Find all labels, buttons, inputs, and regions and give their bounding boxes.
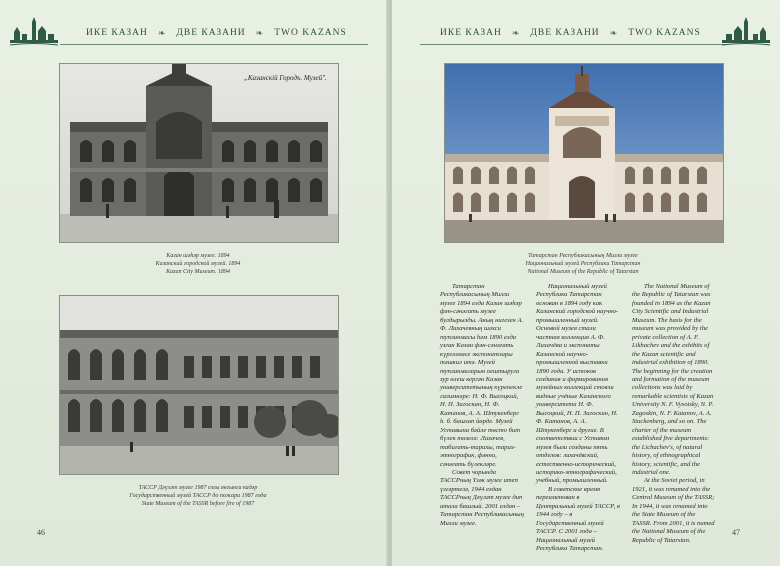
header-tatar: ИКЕ КАЗАН <box>86 28 148 38</box>
caption-line-russian: Казанский городской музей. 1894 <box>155 261 241 267</box>
left-page <box>0 0 388 566</box>
caption-line-russian: Государственный музей ТАССР до пожара 1987 года <box>129 493 267 499</box>
kazan-kremlin-emblem-icon <box>8 14 60 48</box>
paragraph: Национальный музей Республики Татарстан основан в 1894 году как Казанский городской научно-промышленный музей. Основой музея стали частная коллекция А. Ф. Лихачёва и экспонаты Казанской научно-промышленной выставки 1890 года. У истоков создания и формирования музейных коллекций стояли видные учёные Казанского университета Н. Ф. Высоцкий, Н. П. Загоскин, Н. Ф. Катанов, А. А. Штукенберг и другие. В соответствии с Уставом музея были созданы пять отделов: лихачёвский, естественно-исторический, историко-этнографический, учебный, промышленный. <box>536 283 619 485</box>
photo-sign-text: „Казанскій Городъ. Музей". <box>244 74 327 82</box>
caption-line-english: State Museum of the TASSR before fire of 1987 <box>141 501 255 507</box>
text-column-english <box>632 283 716 545</box>
kazan-kremlin-emblem-icon <box>720 14 772 48</box>
caption-line-russian: Национальный музей Республики Татарстан <box>525 261 641 267</box>
running-header-left <box>86 22 347 44</box>
header-russian: ДВЕ КАЗАНИ <box>176 28 246 38</box>
caption-line-tatar: Татарстан Республикасының Милли музее <box>528 253 638 259</box>
header-russian: ДВЕ КАЗАНИ <box>530 28 600 38</box>
caption-line-english: Kazan City Museum. 1894 <box>166 269 230 275</box>
header-rule <box>420 44 726 45</box>
caption-top-right <box>444 252 722 276</box>
caption-bottom-left <box>59 484 337 508</box>
ornament-icon: ❧ <box>255 27 265 38</box>
caption-line-english: National Museum of the Republic of Tatarstan <box>527 269 639 275</box>
photo-kazan-city-museum-1894 <box>59 63 339 243</box>
photo-national-museum-tatarstan <box>444 63 724 243</box>
ornament-icon: ❧ <box>511 27 521 38</box>
paragraph: В советское время переименован в Центральный музей ТАССР, в 1944 году – в Государственный музей ТАССР. С 2001 года – Национальный музей Республики Татарстан. <box>536 485 620 553</box>
paragraph: The National Museum of the Republic of Tatarstan was founded in 1894 as the Kazan City Scientific and Industrial Museum. The basis for the museum was provided by the private collection of A. F. Likhachev and the exhibits of the Kazan scientific and industrial exhibition of 1890. The beginning for the creation and formation of the museum collections was laid by remarkable scientists of Kazan University N. F. Vysotsky, N. P. Zagoskin, N. F. Katanov, A. A. Stuckenberg, and so on. The charter of the museum established five departments: the Lichachev's, of natural history, of ethnographical history, scientific, and the industrial one. <box>632 283 714 476</box>
right-page <box>392 0 780 566</box>
ornament-icon: ❧ <box>609 27 619 38</box>
photo-state-museum-before-fire <box>59 295 339 475</box>
ornament-icon: ❧ <box>157 27 167 38</box>
page-number-right: 47 <box>732 528 740 537</box>
header-tatar: ИКЕ КАЗАН <box>440 28 502 38</box>
paragraph: Совет чорында ТАССРның Үзәк музее итеп үзгәртелә, 1944 елдан ТАССРның Дәүләт музее дип атала башлый. 2001 елдан – Татарстан Республикасының Милли музее. <box>440 468 524 527</box>
header-rule <box>60 44 368 45</box>
running-header-right <box>440 22 701 44</box>
header-english: TWO KAZANS <box>628 28 701 38</box>
caption-line-tatar: ТАССР Дәүләт музее 1987 елгы янгынга кадәр <box>138 485 258 491</box>
paragraph: Татарстан Республикасының Милли музее 1894 елда Казан шәһәр фән-сәнәгать музее булдырылды. Аның нигезен А. Ф. Лихачевның шәхси тупланмасы һәм 1890 елда узган Казан фән-сәнәгать күргәзмәсе экспонатлары тәшкил итә. Музей тупланмаларын оештыруга зур өлеш кергән Казан университетының күренекле галимнәре: Н. Ф. Высоцкий, Н. П. Загоскин, Н. Ф. Катанов, А. А. Штукенберг һ. б. башлап йөрде. Музей Уставына бәйле төсто бит бүлек төзелә: Лихачев, табигать-тарихы, тарих-этнографик, фәнни, сәнәгать бүлекләре. <box>440 283 524 468</box>
caption-line-tatar: Казан шәһәр музее. 1894 <box>166 253 230 259</box>
text-column-russian <box>536 283 620 554</box>
text-column-tatar <box>440 283 524 528</box>
paragraph: At the Soviet period, in 1921, it was renamed into the Central Museum of the TASSR; In 1944, it was renamed into the State Museum of the TASSR. From 2001, it is named the National Museum of the Republic of Tatarstan. <box>632 477 715 544</box>
page-number-left: 46 <box>37 528 45 537</box>
caption-top-left <box>59 252 337 276</box>
header-english: TWO KAZANS <box>274 28 347 38</box>
